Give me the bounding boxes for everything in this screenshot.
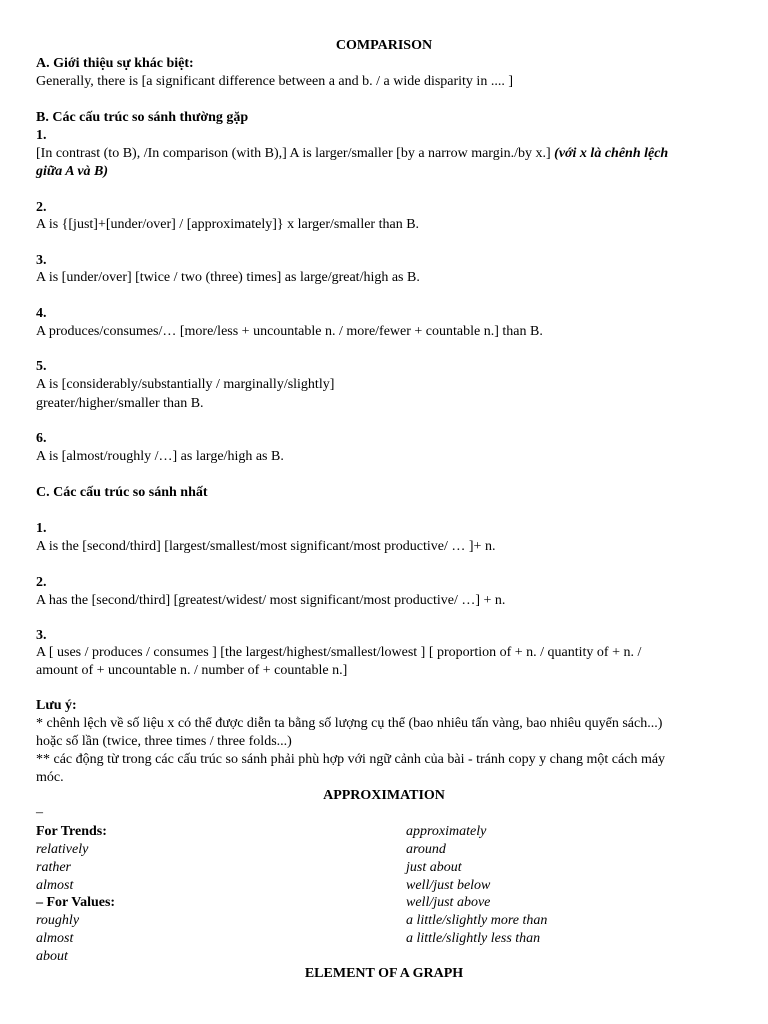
element-graph-title: ELEMENT OF A GRAPH xyxy=(304,966,464,981)
b-item2-text: A is {[just]+[under/over] / [approximately]} x larger/smaller than B. xyxy=(36,217,420,232)
c-item3-number: 3. xyxy=(36,628,47,643)
approximation-term: well/just below xyxy=(406,878,491,893)
c-item3-line1: A [ uses / produces / consumes ] [the largest/highest/smallest/lowest ] [ proportion of + n. / quantity of + n. / xyxy=(36,645,642,660)
b-item3-text: A is [under/over] [twice / two (three) times] as large/great/high as B. xyxy=(36,270,420,285)
b-item1-number: 1. xyxy=(36,128,47,143)
value-word: almost xyxy=(36,931,74,946)
b-item1-text xyxy=(36,145,668,163)
c-item3-line2: amount of + uncountable n. / number of + countable n.] xyxy=(36,663,348,678)
note-line1: * chênh lệch về số liệu x có thể được diễn ta bằng số lượng cụ thể (bao nhiêu tấn vàng, bao nhiêu quyển sách...) xyxy=(36,716,663,731)
note-line4: móc. xyxy=(36,770,64,785)
b-item1-note-cont: giữa A và B) xyxy=(36,164,109,179)
value-word: about xyxy=(36,949,68,964)
approximation-dash: – xyxy=(36,805,43,820)
trend-word: rather xyxy=(36,860,71,875)
note-line2: hoặc số lần (twice, three times / three folds...) xyxy=(36,734,292,749)
section-a-text: Generally, there is [a significant difference between a and b. / a wide disparity in .... ] xyxy=(36,74,513,89)
approximation-term: around xyxy=(406,842,446,857)
c-item2-number: 2. xyxy=(36,575,47,590)
b-item5-number: 5. xyxy=(36,359,47,374)
approximation-term: a little/slightly more than xyxy=(406,913,548,928)
trends-heading: For Trends: xyxy=(36,824,107,839)
b-item1-note: (với x là chênh lệch xyxy=(554,146,669,161)
b-item4-number: 4. xyxy=(36,306,47,321)
section-a-heading: A. Giới thiệu sự khác biệt: xyxy=(36,56,194,71)
trend-word: relatively xyxy=(36,842,89,857)
b-item1-structure: [In contrast (to B), /In comparison (with B),] A is larger/smaller [by a narrow margin./by x.] xyxy=(36,146,555,161)
c-item2-text: A has the [second/third] [greatest/widest/ most significant/most productive/ …] + n. xyxy=(36,593,506,608)
b-item3-number: 3. xyxy=(36,253,47,268)
c-item1-text: A is the [second/third] [largest/smallest/most significant/most productive/ … ]+ n. xyxy=(36,539,496,554)
b-item6-text: A is [almost/roughly /…] as large/high as B. xyxy=(36,449,284,464)
b-item4-text: A produces/consumes/… [more/less + uncountable n. / more/fewer + countable n.] than B. xyxy=(36,324,543,339)
approximation-term: approximately xyxy=(406,824,487,839)
note-heading: Lưu ý: xyxy=(36,698,77,713)
section-c-heading: C. Các cấu trúc so sánh nhất xyxy=(36,485,208,500)
b-item6-number: 6. xyxy=(36,431,47,446)
value-word: roughly xyxy=(36,913,80,928)
approximation-term: just about xyxy=(406,860,462,875)
approximation-title: APPROXIMATION xyxy=(323,788,445,803)
c-item1-number: 1. xyxy=(36,521,47,536)
b-item5-line1: A is [considerably/substantially / marginally/slightly] xyxy=(36,377,335,392)
section-b-heading: B. Các cấu trúc so sánh thường gặp xyxy=(36,110,249,125)
comparison-title: COMPARISON xyxy=(335,38,433,53)
values-heading: – For Values: xyxy=(36,895,116,910)
note-line3: ** các động từ trong các cấu trúc so sánh phải phù hợp với ngữ cảnh của bài - tránh copy y chang một cách máy xyxy=(36,752,666,767)
approximation-term: a little/slightly less than xyxy=(406,931,541,946)
b-item5-line2: greater/higher/smaller than B. xyxy=(36,396,204,411)
trend-word: almost xyxy=(36,878,74,893)
b-item2-number: 2. xyxy=(36,200,47,215)
approximation-term: well/just above xyxy=(406,895,491,910)
